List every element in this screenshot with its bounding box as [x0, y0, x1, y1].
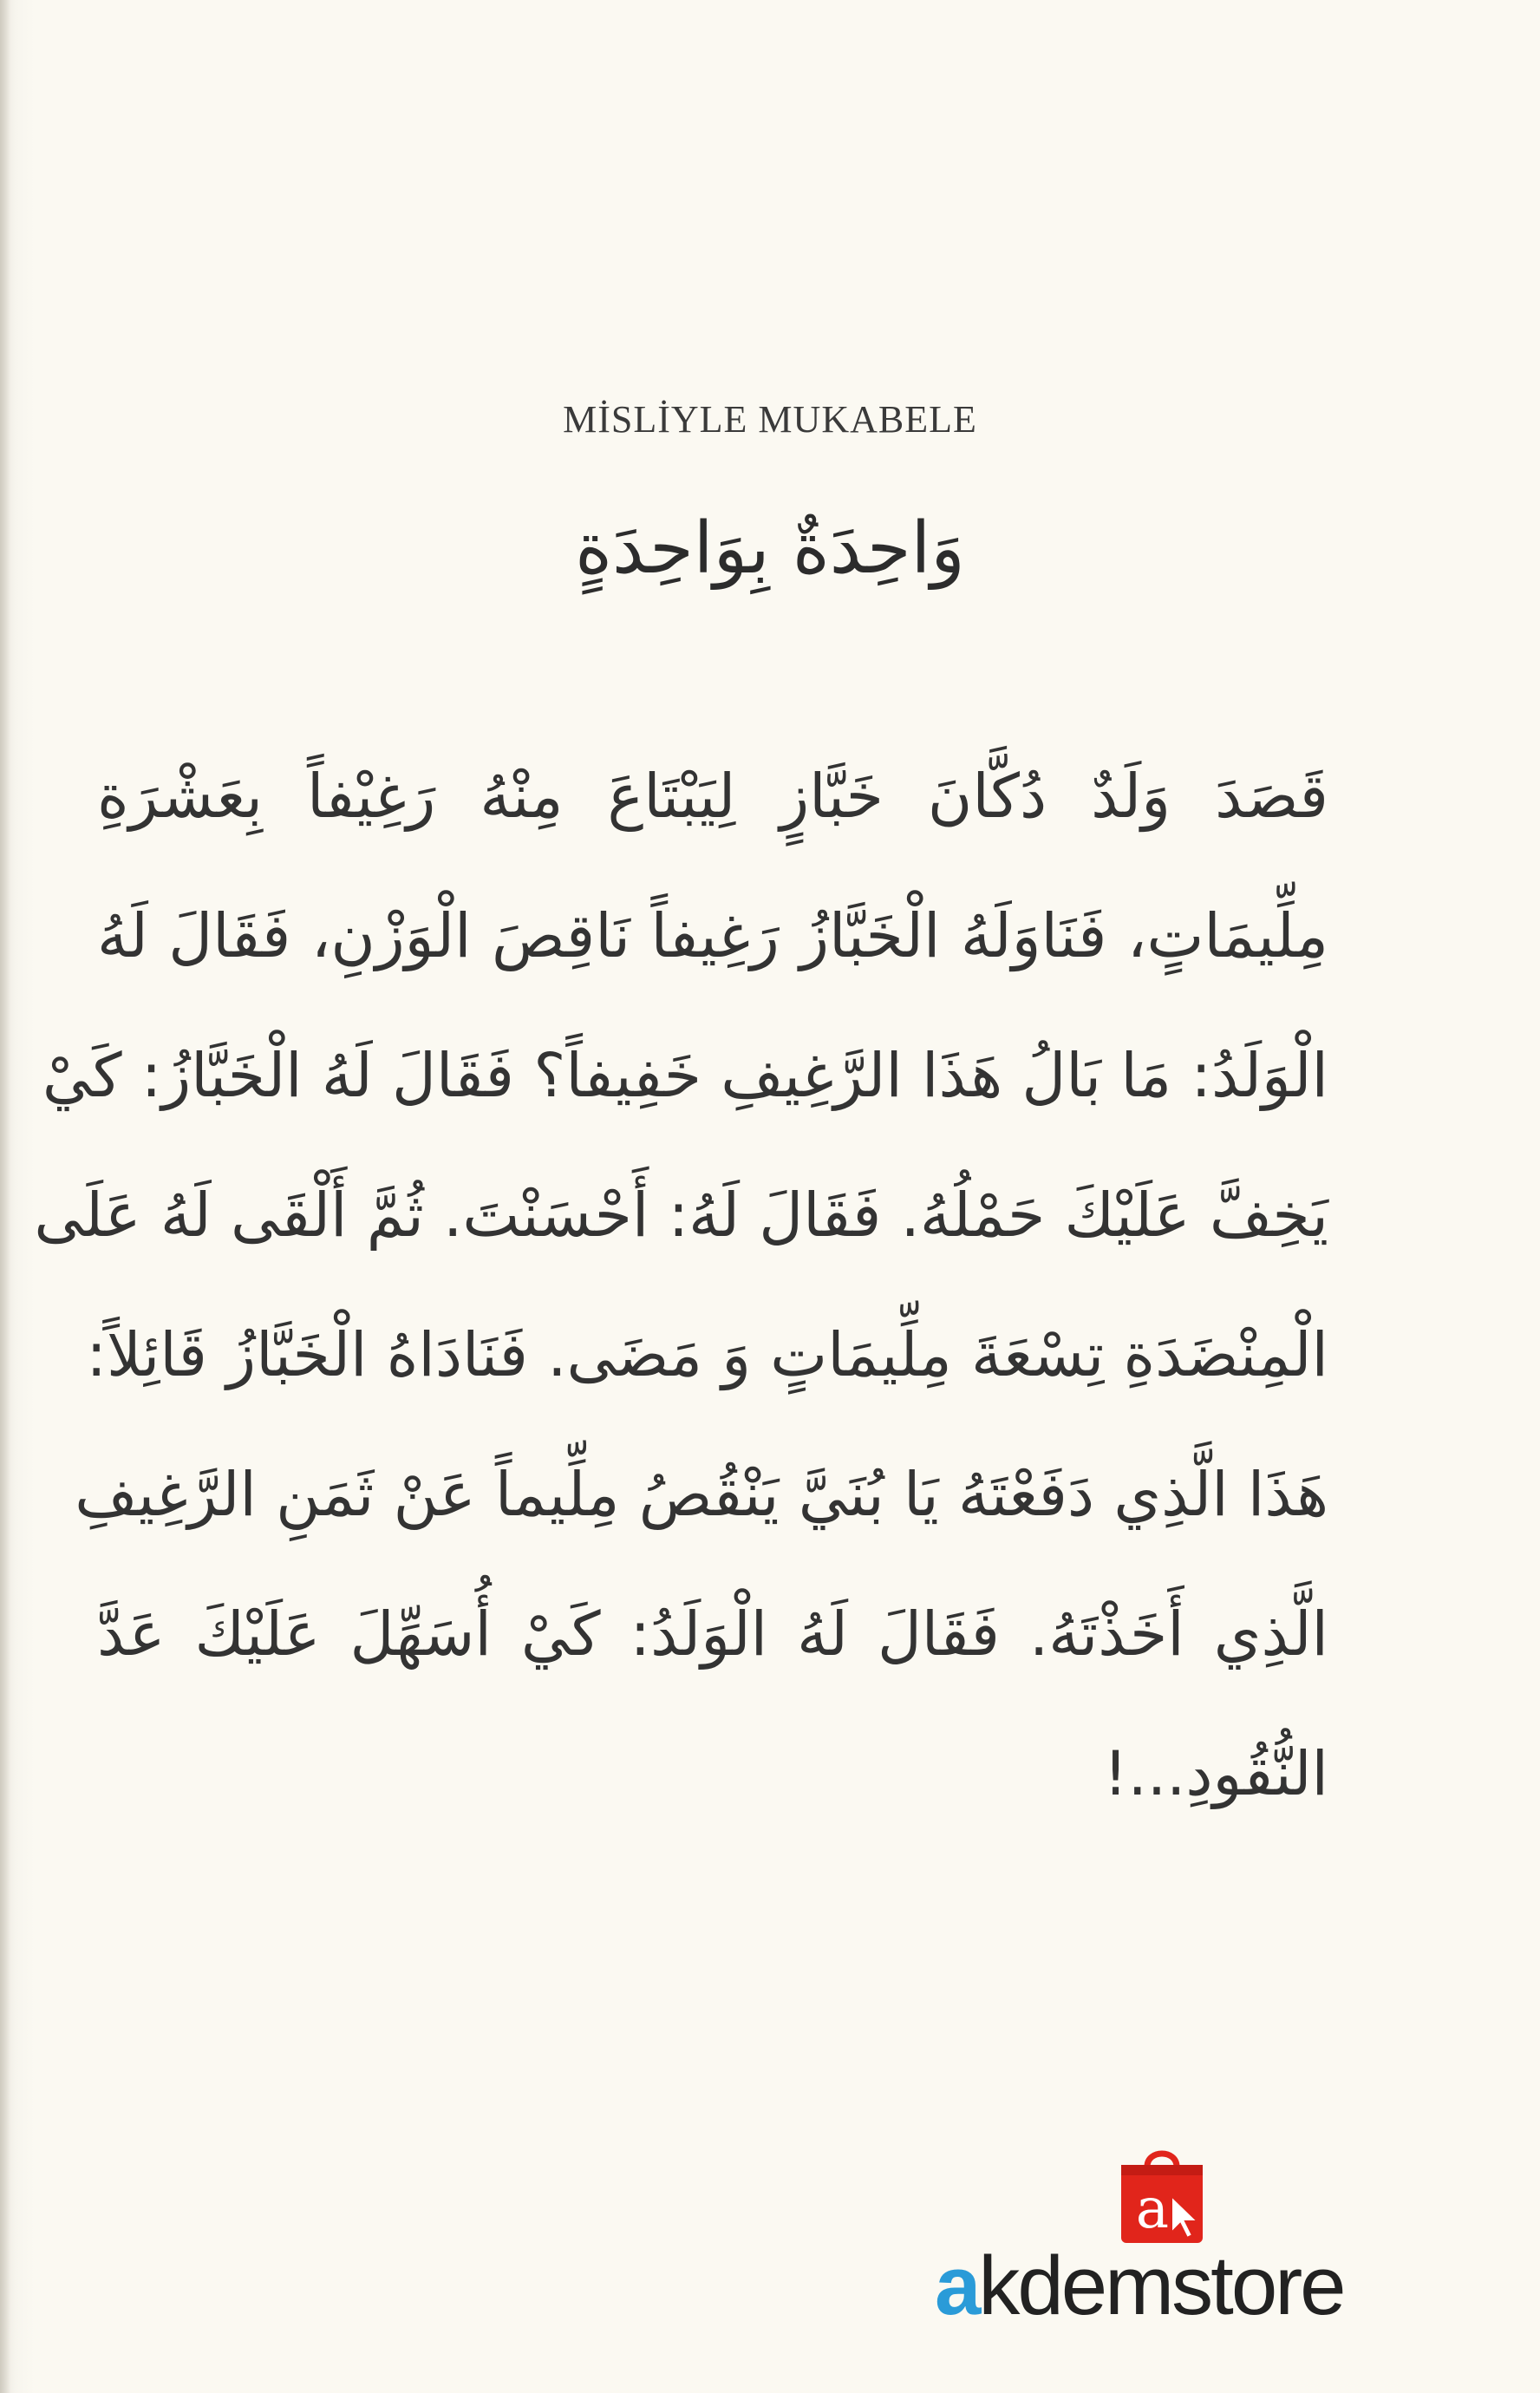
story-line: الْمِنْضَدَةِ تِسْعَةَ مِلِّيمَاتٍ وَ مَضَى. فَنَادَاهُ الْخَبَّازُ قَائِلاً:	[86, 1319, 1328, 1390]
story-line: هَذَا الَّذِي دَفَعْتَهُ يَا بُنَيَّ يَنْقُصُ مِلِّيماً عَنْ ثَمَنِ الرَّغِيفِ	[75, 1459, 1328, 1530]
story-line: النُّقُودِ...!	[1103, 1738, 1328, 1809]
akdemstore-logo	[935, 2144, 1403, 2332]
story-title: وَاحِدَةٌ بِوَاحِدَةٍ	[575, 507, 965, 590]
logo-wordmark	[935, 2239, 1344, 2332]
story-line: قَصَدَ وَلَدٌ دُكَّانَ خَبَّازٍ لِيَبْتَاعَ مِنْهُ رَغِيْفاً بِعَشْرَةِ	[97, 761, 1328, 832]
logo-letter-a: a	[935, 2239, 979, 2332]
story-body	[34, 727, 1328, 1844]
running-head: MİSLİYLE MUKABELE	[563, 398, 977, 441]
story-line: يَخِفَّ عَلَيْكَ حَمْلُهُ. فَقَالَ لَهُ: أَحْسَنْتَ. ثُمَّ أَلْقَى لَهُ عَلَى	[34, 1180, 1328, 1251]
story-line: الْوَلَدُ: مَا بَالُ هَذَا الرَّغِيفِ خَفِيفاً؟ فَقَالَ لَهُ الْخَبَّازُ: كَيْ	[42, 1040, 1328, 1111]
story-line: الَّذِي أَخَذْتَهُ. فَقَالَ لَهُ الْوَلَدُ: كَيْ أُسَهِّلَ عَلَيْكَ عَدَّ	[97, 1599, 1328, 1670]
story-line: مِلِّيمَاتٍ، فَنَاوَلَهُ الْخَبَّازُ رَغِيفاً نَاقِصَ الْوَزْنِ، فَقَالَ لَهُ	[97, 900, 1328, 971]
logo-letters-rest: kdemstore	[978, 2239, 1344, 2332]
spine-shadow	[0, 0, 10, 2393]
shopping-bag-cursor-icon	[1114, 2144, 1210, 2246]
logo-icon-letter: a	[1135, 2177, 1170, 2241]
